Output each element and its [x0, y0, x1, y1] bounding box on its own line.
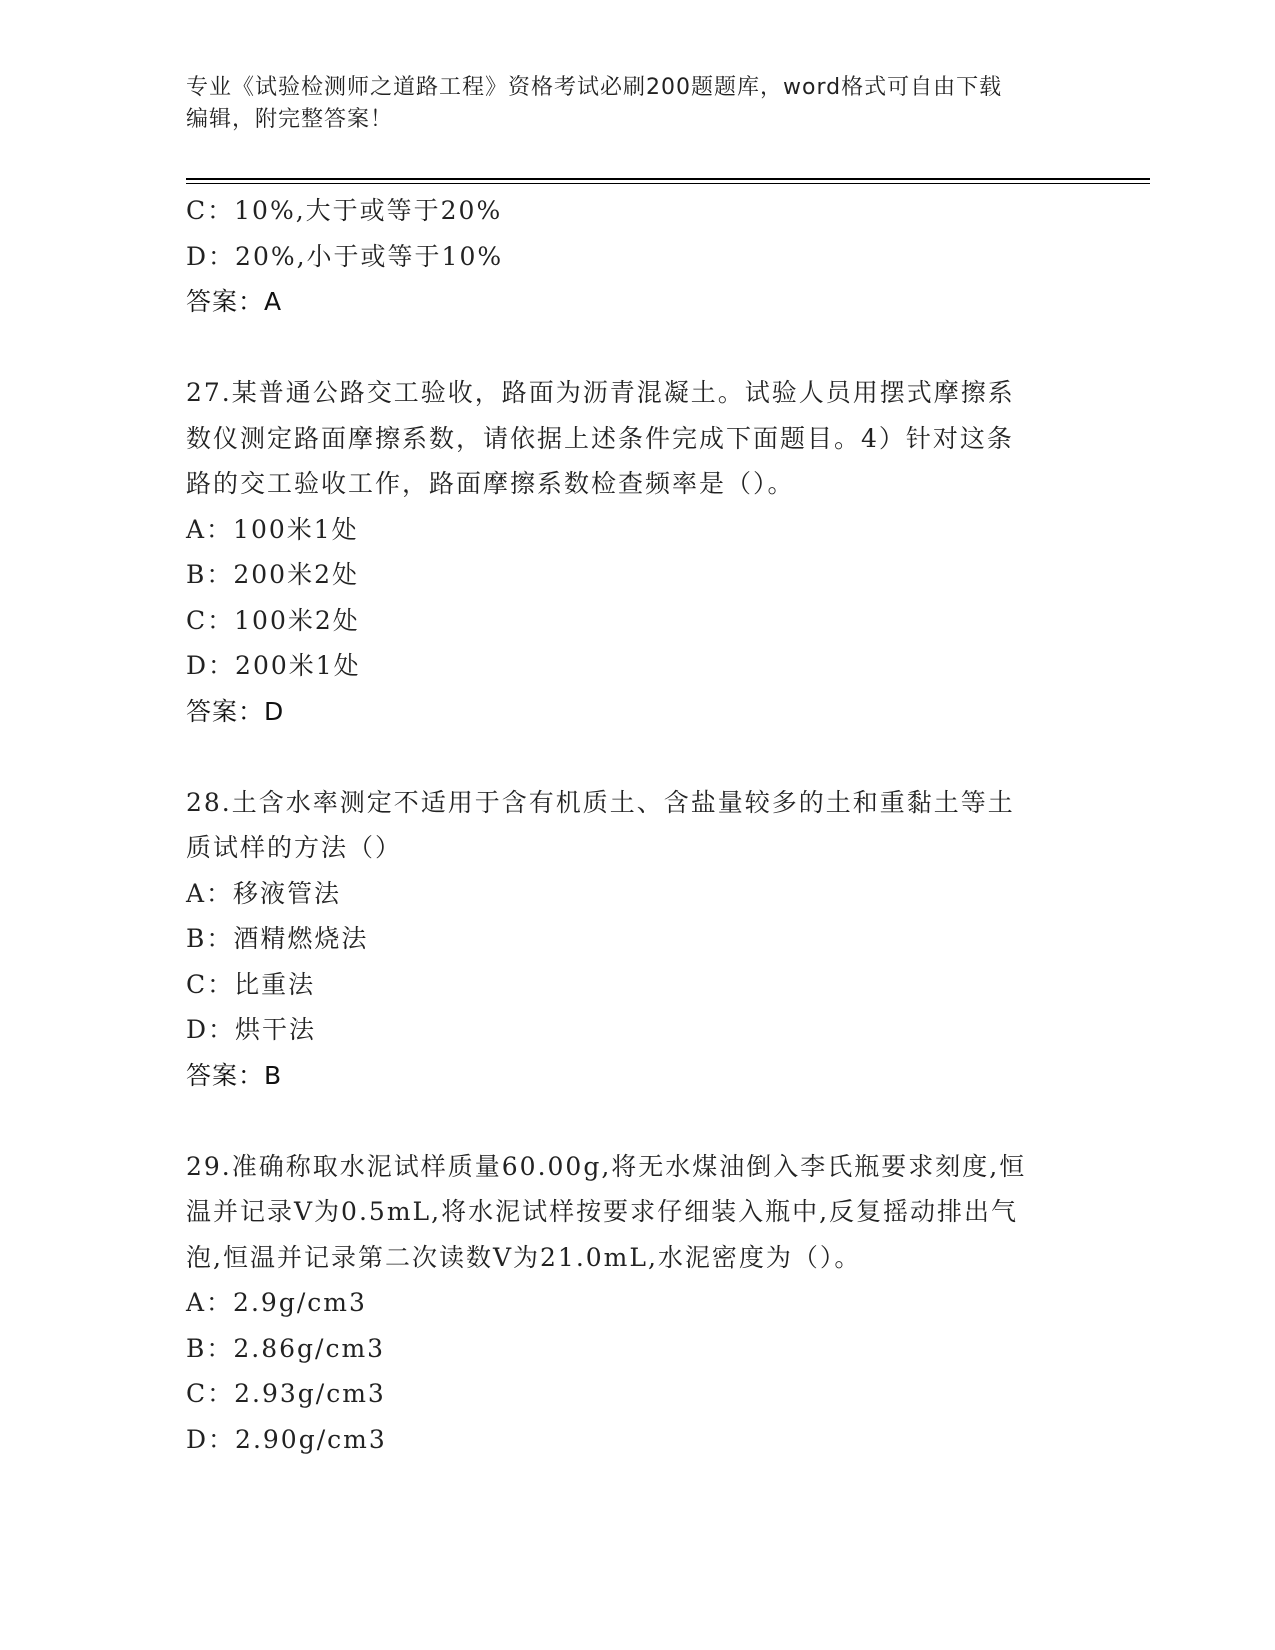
option-c: C：10%,大于或等于20% — [186, 196, 503, 225]
option-b: B：200米2处 — [186, 560, 359, 589]
header-rule-thick — [186, 178, 1150, 180]
option-c: C：比重法 — [186, 969, 316, 999]
spacer — [186, 734, 1086, 780]
option-c: C：2.93g/cm3 — [186, 1379, 386, 1408]
option-c: C：100米2处 — [186, 605, 360, 635]
question-stem-line: 泡,恒温并记录第二次读数V为21.0mL,水泥密度为（）。 — [186, 1242, 862, 1272]
option-d: D：200米1处 — [186, 651, 361, 680]
answer-line: 答案：A — [186, 287, 283, 316]
option-a: A：移液管法 — [186, 878, 342, 908]
header-title-line-1: 专业《试验检测师之道路工程》资格考试必刷200题题库，word格式可自由下载 — [186, 75, 1003, 100]
header-title-line-2: 编辑，附完整答案！ — [186, 107, 394, 132]
question-stem-line: 27.某普通公路交工验收，路面为沥青混凝土。试验人员用摆式摩擦系 — [186, 378, 1015, 407]
question-29 — [186, 1144, 1086, 1463]
option-d: D：20%,小于或等于10% — [186, 241, 504, 271]
spacer — [186, 325, 1086, 371]
question-stem-line: 29.准确称取水泥试样质量60.00g,将无水煤油倒入李氏瓶要求刻度,恒 — [186, 1151, 1027, 1181]
question-stem-line: 路的交工验收工作，路面摩擦系数检查频率是（）。 — [186, 469, 795, 498]
header-rule-thin — [186, 183, 1150, 184]
option-d: D：烘干法 — [186, 1015, 317, 1044]
option-a: A：2.9g/cm3 — [186, 1288, 367, 1317]
question-stem-line: 28.土含水率测定不适用于含有机质土、含盐量较多的土和重黏土等土 — [186, 787, 1015, 817]
question-content — [186, 188, 1086, 1462]
answer-line: 答案：D — [186, 696, 285, 726]
question-stem-line: 数仪测定路面摩擦系数，请依据上述条件完成下面题目。4）针对这条 — [186, 423, 1014, 453]
answer-line: 答案：B — [186, 1060, 283, 1090]
question-stem-line: 质试样的方法（） — [186, 833, 403, 862]
question-26 — [186, 188, 1086, 325]
option-b: B：酒精燃烧法 — [186, 924, 369, 953]
page-header — [186, 72, 1086, 136]
question-stem-line: 温并记录V为0.5mL,将水泥试样按要求仔细装入瓶中,反复摇动排出气 — [186, 1197, 1019, 1226]
option-d: D：2.90g/cm3 — [186, 1424, 387, 1454]
spacer — [186, 1098, 1086, 1144]
option-b: B：2.86g/cm3 — [186, 1333, 386, 1363]
question-28 — [186, 780, 1086, 1099]
question-27 — [186, 370, 1086, 734]
option-a: A：100米1处 — [186, 514, 359, 544]
